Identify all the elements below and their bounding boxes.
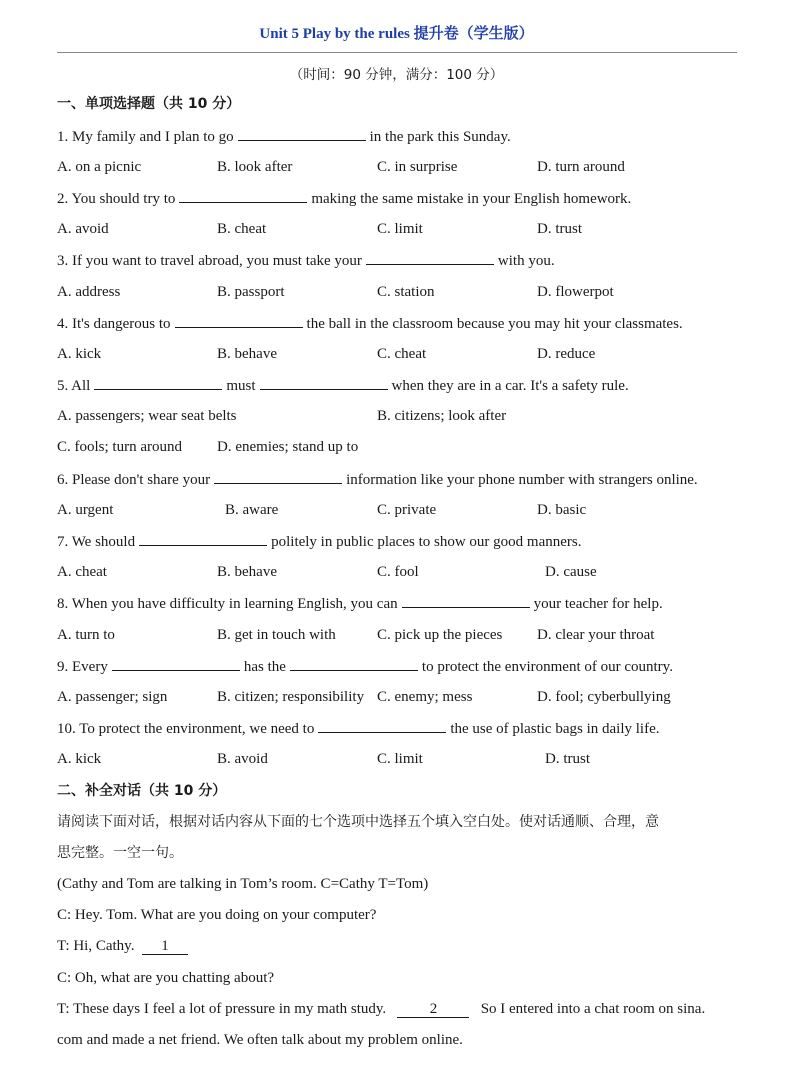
- option-a: A. passengers; wear seat belts: [57, 408, 237, 424]
- option-d: D. trust: [537, 221, 582, 237]
- option-c: C. fool: [377, 564, 419, 580]
- option-b: B. citizen; responsibility: [217, 689, 365, 705]
- option-d: D. flowerpot: [537, 284, 614, 300]
- answer-blank: [290, 656, 418, 671]
- question-3: 3. If you want to travel abroad, you must take your with you.: [57, 250, 555, 271]
- option-b: B. citizens; look after: [377, 408, 507, 424]
- option-d: D. fool; cyberbullying: [537, 689, 671, 705]
- option-d: D. reduce: [537, 346, 596, 362]
- option-c: C. fools; turn around: [57, 439, 182, 455]
- dialogue-line: T: Hi, Cathy. 1: [57, 936, 188, 956]
- question-1: 1. My family and I plan to go in the park this Sunday.: [57, 126, 511, 147]
- document-title: Unit 5 Play by the rules 提升卷（学生版）: [259, 26, 534, 42]
- answer-blank: [402, 593, 530, 608]
- answer-blank: 1: [142, 938, 188, 955]
- option-b: B. avoid: [217, 751, 268, 767]
- question-9: 9. Every has the to protect the environment of our country.: [57, 656, 673, 677]
- question-4: 4. It's dangerous to the ball in the classroom because you may hit your classmates.: [57, 313, 683, 334]
- option-b: B. behave: [217, 564, 277, 580]
- answer-blank: [318, 718, 446, 733]
- dialogue-line: C: Oh, what are you chatting about?: [57, 970, 275, 986]
- option-d: D. trust: [545, 751, 590, 767]
- option-b: B. look after: [217, 159, 293, 175]
- option-a: A. urgent: [57, 502, 114, 518]
- question-6: 6. Please don't share your information like your phone number with strangers online.: [57, 469, 698, 490]
- option-c: C. limit: [377, 751, 423, 767]
- option-b: B. cheat: [217, 221, 267, 237]
- section1-heading: 一、单项选择题（共 10 分）: [57, 96, 241, 112]
- answer-blank: [238, 126, 366, 141]
- time-score-info: （时间：90 分钟，满分：100 分）: [289, 67, 504, 83]
- answer-blank: [112, 656, 240, 671]
- option-b: B. get in touch with: [217, 627, 336, 643]
- option-c: C. enemy; mess: [377, 689, 473, 705]
- option-d: D. clear your throat: [537, 627, 655, 643]
- answer-blank: [214, 469, 342, 484]
- option-a: A. avoid: [57, 221, 109, 237]
- option-a: A. turn to: [57, 627, 115, 643]
- dialogue-context: (Cathy and Tom are talking in Tom’s room. C=Cathy T=Tom): [57, 876, 429, 892]
- answer-blank: 2: [397, 1001, 469, 1018]
- answer-blank: [139, 531, 267, 546]
- question-7: 7. We should politely in public places to show our good manners.: [57, 531, 581, 552]
- option-b: B. behave: [217, 346, 277, 362]
- dialogue-line: T: These days I feel a lot of pressure in my math study. 2 So I entered into a chat room on sina.: [57, 1001, 706, 1017]
- answer-blank: [175, 313, 303, 328]
- option-a: A. passenger; sign: [57, 689, 168, 705]
- option-a: A. address: [57, 284, 121, 300]
- question-2: 2. You should try to making the same mistake in your English homework.: [57, 188, 631, 209]
- option-b: B. passport: [217, 284, 285, 300]
- option-a: A. kick: [57, 751, 102, 767]
- option-c: C. station: [377, 284, 435, 300]
- option-a: A. on a picnic: [57, 159, 142, 175]
- answer-blank: [94, 375, 222, 390]
- header-divider: [57, 52, 737, 53]
- option-c: C. cheat: [377, 346, 427, 362]
- option-a: A. kick: [57, 346, 102, 362]
- option-d: D. turn around: [537, 159, 625, 175]
- question-5: 5. All must when they are in a car. It's a safety rule.: [57, 375, 629, 396]
- section2-heading: 二、补全对话（共 10 分）: [57, 783, 227, 799]
- dialogue-line: com and made a net friend. We often talk about my problem online.: [57, 1032, 463, 1048]
- dialogue-line: C: Hey. Tom. What are you doing on your computer?: [57, 907, 377, 923]
- question-8: 8. When you have difficulty in learning English, you can your teacher for help.: [57, 593, 663, 614]
- option-a: A. cheat: [57, 564, 107, 580]
- option-c: C. private: [377, 502, 437, 518]
- option-d: D. basic: [537, 502, 587, 518]
- question-10: 10. To protect the environment, we need to the use of plastic bags in daily life.: [57, 718, 659, 739]
- answer-blank: [366, 250, 494, 265]
- option-d: D. enemies; stand up to: [217, 439, 359, 455]
- option-b: B. aware: [225, 502, 279, 518]
- instruction-line-2: 思完整。一空一句。: [57, 845, 183, 861]
- answer-blank: [179, 188, 307, 203]
- option-c: C. in surprise: [377, 159, 458, 175]
- answer-blank: [260, 375, 388, 390]
- option-c: C. limit: [377, 221, 423, 237]
- option-d: D. cause: [545, 564, 597, 580]
- instruction-line-1: 请阅读下面对话，根据对话内容从下面的七个选项中选择五个填入空白处。使对话通顺、合理，意: [57, 814, 659, 830]
- option-c: C. pick up the pieces: [377, 627, 503, 643]
